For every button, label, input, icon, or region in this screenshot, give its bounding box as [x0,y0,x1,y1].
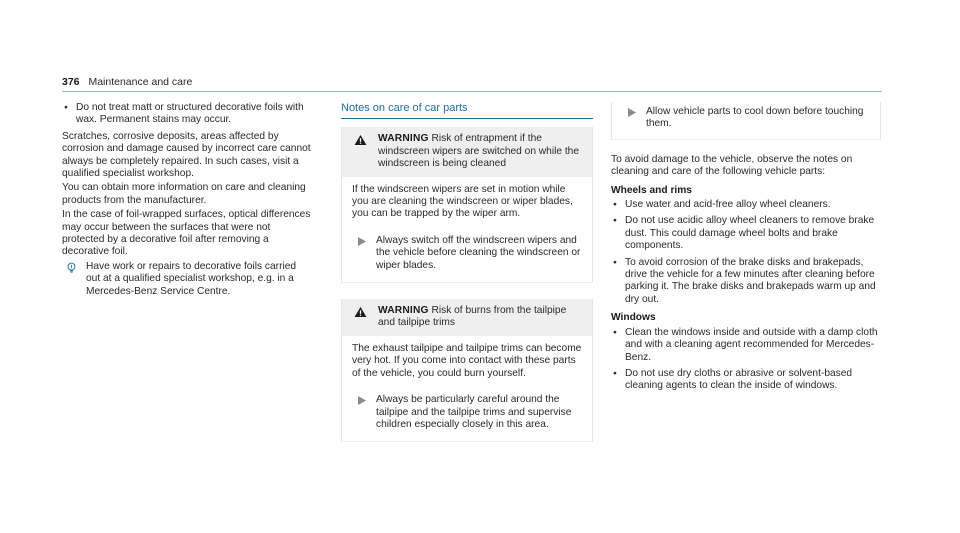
action-step [612,102,880,139]
warning-box-tailpipe [341,299,593,442]
intro-paragraph: To avoid damage to the vehicle, observe the notes on cleaning and care of the following vehicle parts: [611,153,853,178]
warning-body: The exhaust tailpipe and tailpipe trims can become very hot. If you come into contact with these parts of the vehicle, you could burn yourself. [352,342,582,379]
page-number: 376 [62,76,80,88]
list-item: ● Use water and acid-free alloy wheel cleaners. [611,199,881,211]
subheading-wheels: Wheels and rims [611,184,692,196]
column-right [611,102,881,397]
section-title: Notes on care of car parts [341,102,593,119]
warning-box-wipers [341,127,593,283]
action-arrow-icon [358,237,366,246]
column-left [62,102,312,298]
list-item: ● Do not use acidic alloy wheel cleaners to remove brake dust. This could damage wheel bolts and brake components. [611,215,881,252]
warning-label: WARNING [378,305,429,317]
list-item: ● To avoid corrosion of the brake disks and brakepads, drive the vehicle for a few minutes after cleaning before parking it. The brake disks and brakepads warm up and dry out. [611,257,881,307]
warning-box-continued [611,102,881,140]
action-text: Always be particularly careful around the tailpipe and the tailpipe trims and supervise children especially closely in this area. [376,394,572,430]
warning-head [342,127,592,176]
action-text: Always switch off the windscreen wipers and the vehicle before cleaning the windscreen or wiper blades. [376,234,581,271]
action-arrow-icon [628,108,636,117]
header-rule [62,91,882,92]
warning-label: WARNING [378,133,429,145]
column-middle [341,102,593,442]
warning-triangle-icon [354,134,367,146]
bullet-item: ● Do not treat matt or structured decorative foils with wax. Permanent stains may occur. [62,102,312,127]
paragraph: In the case of foil-wrapped surfaces, optical differences may occur between the surfaces that were not protected by a decorative foil after removing a decorative foil. [62,209,311,258]
paragraph: You can obtain more information on care and cleaning products from the manufacturer. [62,182,306,206]
warning-body: If the windscreen wipers are set in motion while you are cleaning the windscreen or wiper blades, you can be trapped by the wiper arm. [352,183,573,220]
action-step [342,227,592,282]
warning-head [342,299,592,336]
info-bulb-icon [66,262,77,273]
paragraph: Scratches, corrosive deposits, areas affected by corrosion and damage caused by incorrect care cannot always be completely repaired. In such cases, visit a qualified specialist workshop. [62,130,311,180]
warning-headline: Risk of burns from the tailpipe and tailpipe trims [378,305,567,329]
warning-triangle-icon [354,306,367,318]
action-arrow-icon [358,396,366,405]
note [62,261,312,298]
list-item: ● Do not use dry cloths or abrasive or solvent-based cleaning agents to clean the inside of windows. [611,368,881,393]
warning-headline: Risk of entrapment if the windscreen wipers are switched on while the windscreen is being cleaned [378,133,580,170]
list-item: ● Clean the windows inside and outside with a damp cloth and with a cleaning agent recommended for Mercedes-Benz. [611,327,881,364]
action-step [342,386,592,441]
subheading-windows: Windows [611,312,656,324]
action-text: Allow vehicle parts to cool down before touching them. [646,106,864,130]
section-name: Maintenance and care [88,76,193,88]
note-text: Have work or repairs to decorative foils carried out at a qualified specialist workshop, e.g. in a Mercedes-Benz Service Centre. [86,260,297,297]
page-header [62,76,880,90]
